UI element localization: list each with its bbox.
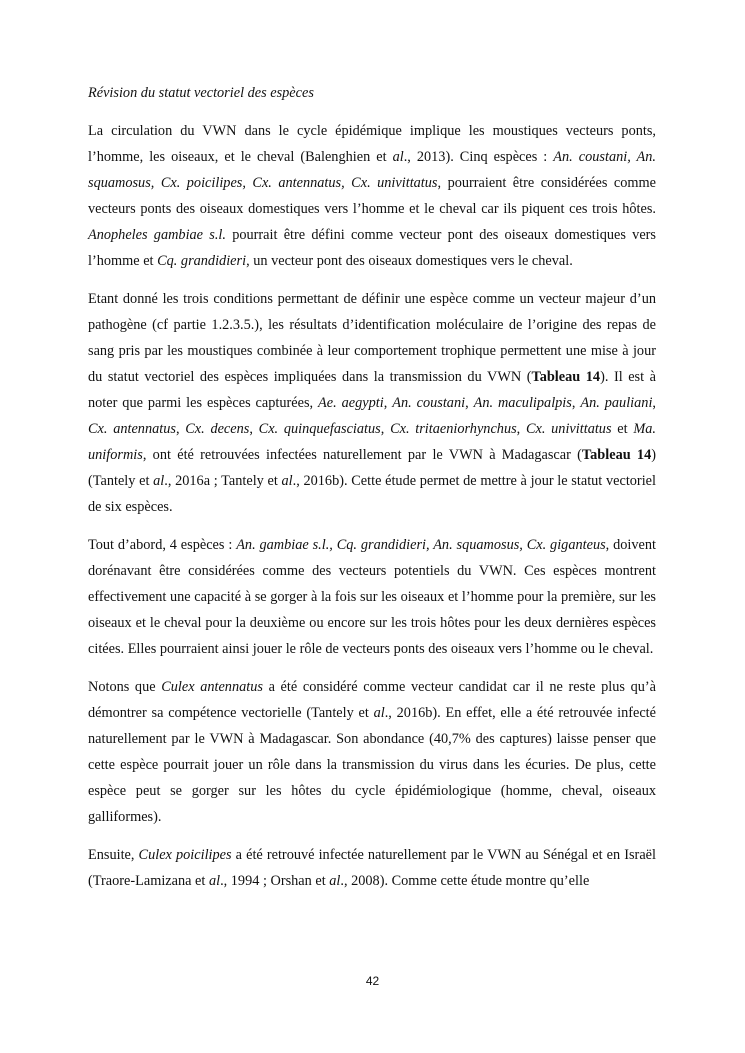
text-run: al bbox=[281, 473, 293, 489]
document-page bbox=[88, 80, 656, 906]
text-run: Cq. grandidieri bbox=[157, 253, 247, 269]
text-run: An. coustani, An. squamosus, Cx. poicilipes, Cx. antennatus, Cx. univittatus bbox=[88, 149, 657, 191]
text-run: Cx. univittatus bbox=[525, 421, 612, 437]
text-run: Cx. tritaeniorhynchus bbox=[390, 421, 517, 437]
text-run: , bbox=[249, 421, 259, 437]
text-run: Notons que bbox=[88, 679, 162, 695]
text-run: ). Il est à noter que parmi les espèces capturées, bbox=[88, 369, 656, 411]
text-run: al bbox=[329, 873, 341, 889]
text-run: pourrait être défini comme vecteur pont des oiseaux domestiques vers l’homme et bbox=[88, 227, 656, 269]
text-run: Cx. quinquefasciatus bbox=[258, 421, 381, 437]
text-run: a été considéré comme vecteur candidat car il ne reste plus qu’à démontrer sa compétence vectorielle (Tantely et bbox=[88, 679, 656, 721]
text-run: ., 2008). Comme cette étude montre qu’elle bbox=[340, 873, 590, 889]
text-run: al bbox=[208, 873, 221, 889]
text-run: al bbox=[392, 149, 404, 165]
text-run: , bbox=[383, 395, 393, 411]
text-run: , pourraient être considérées comme vecteurs ponts des oiseaux domestiques vers l’homme et le cheval car ils piquent ces trois hôtes. bbox=[88, 175, 656, 217]
text-run: An. pauliani bbox=[580, 395, 653, 411]
text-run: al bbox=[373, 705, 385, 721]
page-number: 42 bbox=[365, 974, 380, 988]
text-run: , bbox=[380, 421, 391, 437]
text-run: Cx. decens bbox=[185, 421, 250, 437]
text-run: , bbox=[652, 395, 656, 411]
text-run: , bbox=[175, 421, 186, 437]
text-run: An. gambiae s.l., Cq. grandidieri, An. squamosus, Cx. giganteus bbox=[236, 537, 606, 553]
text-run: Culex poicilipes bbox=[138, 847, 232, 863]
text-run: a été retrouvé infectée naturellement par le VWN au Sénégal et en Israël (Traore-Lamizana et bbox=[88, 847, 656, 889]
text-run: ., 2013). Cinq espèces : bbox=[403, 149, 554, 165]
paragraph bbox=[88, 286, 656, 520]
text-run: , ont été retrouvées infectées naturellement par le VWN à Madagascar ( bbox=[142, 447, 582, 463]
paragraph bbox=[88, 674, 656, 830]
body-text bbox=[88, 118, 656, 894]
text-run: ) (Tantely et bbox=[88, 447, 656, 489]
text-run: ., 2016a ; Tantely et bbox=[164, 473, 282, 489]
text-run: Culex antennatus bbox=[161, 679, 263, 695]
text-run: , bbox=[571, 395, 581, 411]
section-heading: Révision du statut vectoriel des espèces bbox=[88, 85, 314, 101]
text-run: Cx. antennatus bbox=[88, 421, 176, 437]
text-run: Ae. aegypti bbox=[318, 395, 384, 411]
text-run: Tout d’abord, 4 espèces : bbox=[88, 537, 237, 553]
text-run: Tableau 14 bbox=[531, 369, 601, 385]
text-run: Anopheles gambiae s.l. bbox=[88, 227, 226, 243]
text-run: An. coustani bbox=[392, 395, 466, 411]
text-run: , doivent dorénavant être considérées comme des vecteurs potentiels du VWN. Ces espèces montrent effectivement une capacité à se gorger à la fois sur les oiseaux et l’homme pour la première, sur les oiseaux et le cheval pour la deuxième ou encore sur les trois hôtes pour les deux dernières espèces citées. Elles pourraient ainsi jouer le rôle de vecteurs ponts des oiseaux vers l’homme ou le cheval. bbox=[88, 537, 656, 657]
text-run: , bbox=[516, 421, 526, 437]
text-run: An. maculipalpis bbox=[473, 395, 572, 411]
text-run: ., 1994 ; Orshan et bbox=[220, 873, 330, 889]
text-run: ., 2016b). En effet, elle a été retrouvée infecté naturellement par le VWN à Madagascar. Son abondance (40,7% des captures) laisse penser que cette espèce pourrait jouer un rôle dans la transmission du virus dans les écuries. De plus, cette espèce peut se gorger sur les hôtes du cycle épidémiologique (homme, cheval, oiseaux galliformes). bbox=[88, 705, 656, 825]
text-run: al bbox=[153, 473, 165, 489]
text-run: Tableau 14 bbox=[581, 447, 652, 463]
paragraph bbox=[88, 532, 656, 662]
paragraph bbox=[88, 842, 656, 894]
paragraph bbox=[88, 118, 656, 274]
text-run: , un vecteur pont des oiseaux domestiques vers le cheval. bbox=[246, 253, 573, 269]
text-run: , bbox=[465, 395, 474, 411]
text-run: ., 2016b). Cette étude permet de mettre à jour le statut vectoriel de six espèces. bbox=[88, 473, 656, 515]
text-run: Ma. uniformis bbox=[88, 421, 656, 463]
text-run: La circulation du VWN dans le cycle épidémique implique les moustiques vecteurs ponts, l’homme, les oiseaux, et le cheval (Balenghien et bbox=[88, 123, 656, 165]
text-run: Ensuite, bbox=[88, 847, 139, 863]
text-run: et bbox=[611, 421, 634, 437]
text-run: Etant donné les trois conditions permettant de définir une espèce comme un vecteur majeur d’un pathogène (cf partie 1.2.3.5.), les résultats d’identification moléculaire de l’origine des repas de sang pris par les moustiques combinée à leur comportement trophique permettent une mise à jour du statut vectoriel des espèces impliquées dans la transmission du VWN ( bbox=[88, 291, 656, 385]
